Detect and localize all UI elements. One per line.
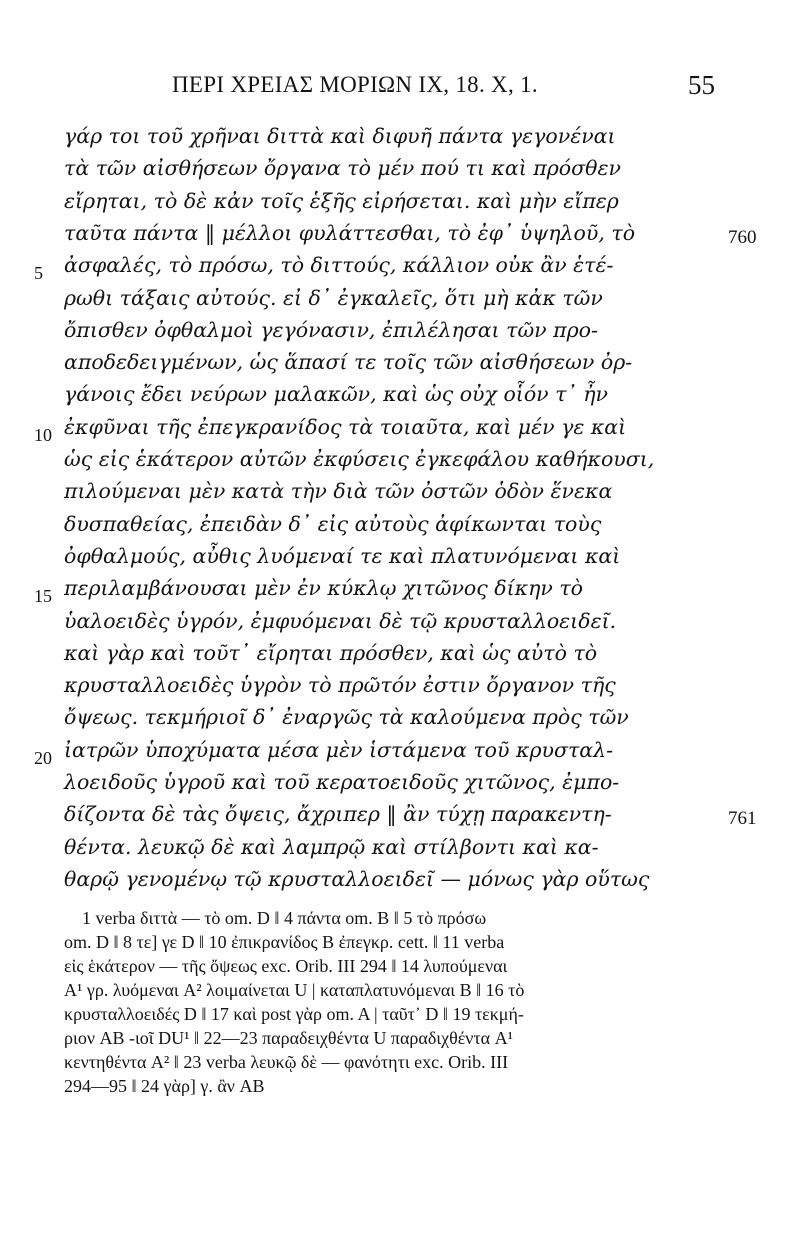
greek-text-line: δυσπαθείας, ἐπειδὰν δ᾽ εἰς αὐτοὺς ἀφίκωνται τοὺς xyxy=(64,511,602,536)
greek-text-line: ταῦτα πάντα ‖ μέλλοι φυλάττεσθαι, τὸ ἐφ᾽ ὑψηλοῦ, τὸ xyxy=(64,220,636,245)
greek-text-line: πιλούμεναι μὲν κατὰ τὴν διὰ τῶν ὀστῶν ὁδὸν ἕνεκα xyxy=(64,479,613,504)
greek-text-line: καὶ γὰρ καὶ τοῦτ᾽ εἴρηται πρόσθεν, καὶ ὡς αὐτὸ τὸ xyxy=(64,640,598,665)
greek-text-line: γάνοις ἔδει νεύρων μαλακῶν, καὶ ὡς οὐχ οἷόν τ᾽ ἦν xyxy=(64,382,609,407)
text-line xyxy=(0,867,800,905)
line-number: 10 xyxy=(34,424,52,445)
greek-text-line: ἐκφῦναι τῆς ἐπεγκρανίδος τὰ τοιαῦτα, καὶ μέν γε καὶ xyxy=(64,414,627,439)
greek-text-line: περιλαμβάνουσαι μὲν ἐν κύκλῳ χιτῶνος δίκην τὸ xyxy=(64,576,584,601)
line-number: 20 xyxy=(34,747,52,768)
greek-text-line: θέντα. λευκῷ δὲ καὶ λαμπρῷ καὶ στίλβοντι καὶ κα- xyxy=(64,834,599,859)
greek-text-line: ἰατρῶν ὑποχύματα μέσα μὲν ἱστάμενα τοῦ κρυσταλ- xyxy=(64,737,614,762)
greek-text-line: εἴρηται, τὸ δὲ κἀν τοῖς ἑξῆς εἰρήσεται. καὶ μὴν εἴπερ xyxy=(64,188,619,213)
apparatus-text: om. D ‖ 8 τε] γε D ‖ 10 ἐπικρανίδος B ἐπεγκρ. cett. ‖ 11 verba xyxy=(64,932,505,952)
margin-reference-number: 761 xyxy=(728,808,757,830)
greek-text-line: ρωθι τάξαις αὐτούς. εἰ δ᾽ ἐγκαλεῖς, ὅτι μὴ κἀκ τῶν xyxy=(64,285,603,310)
greek-text-line: ὑαλοειδὲς ὑγρόν, ἐμφυόμεναι δὲ τῷ κρυσταλλοειδεῖ. xyxy=(64,608,617,633)
greek-text-line: ἀσφαλές, τὸ πρόσω, τὸ διττούς, κάλλιον οὐκ ἂν ἑτέ- xyxy=(64,253,614,278)
greek-text-line: θαρῷ γενομένῳ τῷ κρυσταλλοειδεῖ — μόνως γὰρ οὕτως xyxy=(64,866,650,891)
apparatus-text: A¹ γρ. λυόμεναι A² λοιμαίνεται U | καταπλατυνόμεναι B ‖ 16 τὸ xyxy=(64,980,525,1000)
apparatus-text: κρυσταλλοειδές D ‖ 17 καὶ post γὰρ om. A | ταῦτ᾽ D ‖ 19 τεκμή- xyxy=(64,1004,524,1024)
line-number: 15 xyxy=(34,586,52,607)
greek-text-line: ὄψεως. τεκμήριοῖ δ᾽ ἐναργῶς τὰ καλούμενα πρὸς τῶν xyxy=(64,705,629,730)
apparatus-text: εἰς ἑκάτερον — τῆς ὄψεως exc. Orib. III 294 ‖ 14 λυπούμεναι xyxy=(64,956,508,976)
greek-text-line: κρυσταλλοειδὲς ὑγρὸν τὸ πρῶτόν ἐστιν ὄργανον τῆς xyxy=(64,673,616,698)
line-number: 5 xyxy=(34,263,43,284)
apparatus-text: κεντηθέντα A² ‖ 23 verba λευκῷ δὲ — φανότητι exc. Orib. III xyxy=(64,1052,509,1072)
apparatus-text: 294—95 ‖ 24 γὰρ] γ. ἂν AB xyxy=(64,1076,265,1096)
greek-text-line: ὀφθαλμούς, αὖθις λυόμεναί τε καὶ πλατυνόμεναι καὶ xyxy=(64,543,621,568)
apparatus-text: ριον AB -ιοῖ DU¹ ‖ 22—23 παραδειχθέντα U παραδιχθέντα A¹ xyxy=(64,1028,514,1048)
margin-reference-number: 760 xyxy=(728,226,757,248)
greek-text-line: δίζοντα δὲ τὰς ὄψεις, ἄχριπερ ‖ ἂν τύχῃ παρακεντη- xyxy=(64,802,612,827)
greek-text-line: λοειδοῦς ὑγροῦ καὶ τοῦ κερατοειδοῦς χιτῶνος, ἐμπο- xyxy=(64,770,620,794)
apparatus-text: 1 verba διττὰ — τὸ om. D ‖ 4 πάντα om. B ‖ 5 τὸ πρόσω xyxy=(64,908,487,928)
greek-text-line: ὡς εἰς ἑκάτερον αὐτῶν ἐκφύσεις ἐγκεφάλου καθήκουσι, xyxy=(64,447,655,471)
running-head-title: ΠΕΡΙ ΧΡΕΙΑΣ ΜΟΡΙΩΝ IX, 18. X, 1. xyxy=(172,72,538,97)
page-number: 55 xyxy=(688,70,715,100)
running-head xyxy=(0,72,800,112)
greek-text-line: ὄπισθεν ὀφθαλμοὶ γεγόνασιν, ἐπιλέλησαι τῶν προ- xyxy=(64,317,598,342)
greek-text-line: τὰ τῶν αἰσθήσεων ὄργανα τὸ μέν πού τι καὶ πρόσθεν xyxy=(64,156,621,181)
apparatus-line xyxy=(0,1076,800,1106)
greek-text-line: γάρ τοι τοῦ χρῆναι διττὰ καὶ διφυῆ πάντα γεγονέναι xyxy=(64,124,616,148)
greek-text-line: αποδεδειγμένων, ὡς ἅπασί τε τοῖς τῶν αἰσθήσεων ὀρ- xyxy=(64,350,633,375)
